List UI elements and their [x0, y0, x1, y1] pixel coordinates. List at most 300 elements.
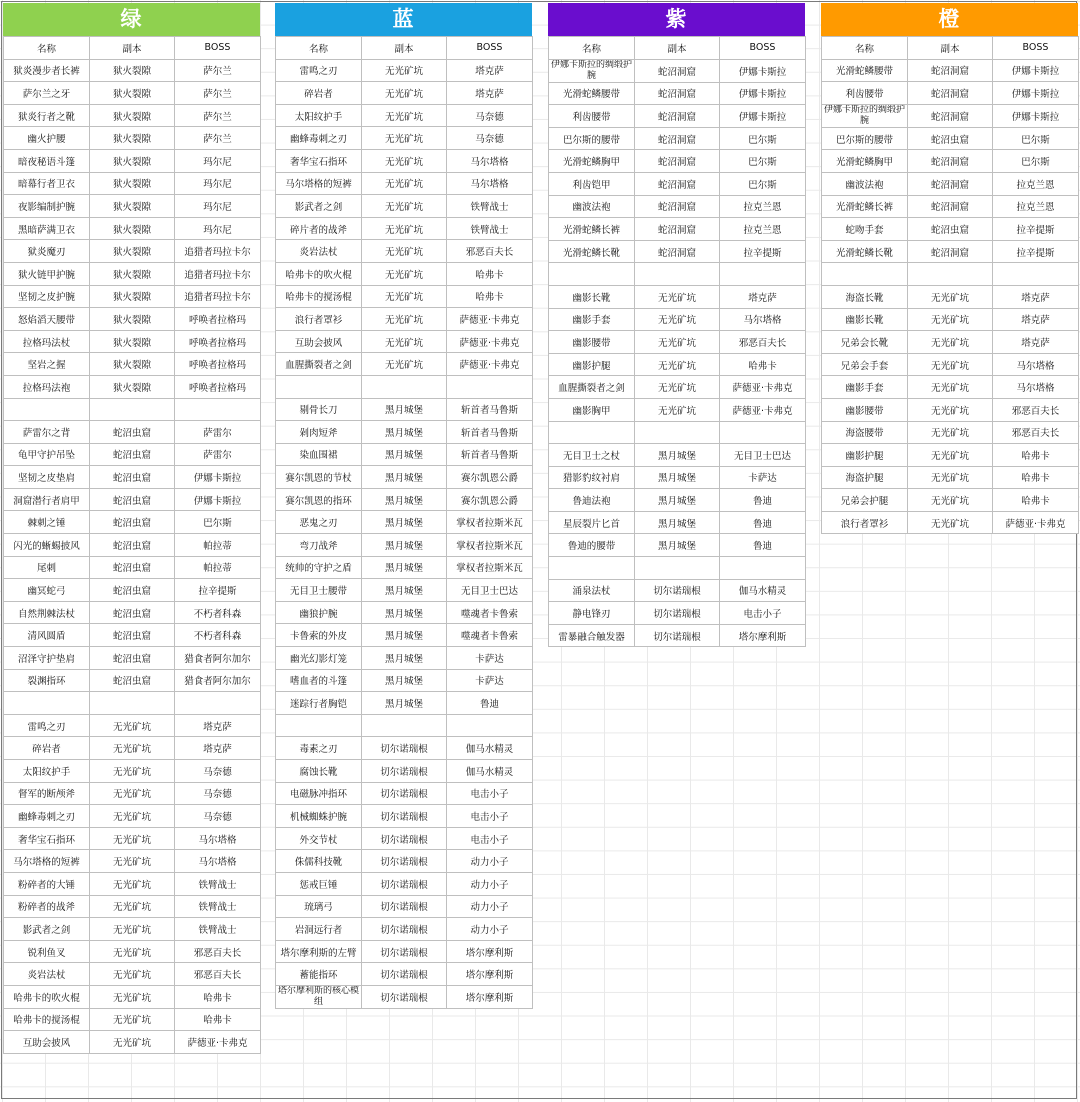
boss-cell: 萨雷尔: [175, 443, 261, 466]
item-name-cell: 剁肉短斧: [276, 421, 362, 444]
table-row: [276, 601, 533, 624]
item-name-cell: 幽影长靴: [549, 285, 635, 308]
dungeon-cell: 无光矿坑: [908, 285, 993, 308]
table-row: [4, 127, 261, 150]
boss-cell: 萨德亚·卡弗克: [720, 376, 806, 399]
boss-cell: 噬魂者卡鲁索: [447, 601, 533, 624]
item-name-cell: 兄弟会长靴: [822, 331, 908, 354]
item-name-cell: 毒素之刃: [276, 737, 362, 760]
boss-cell: 马尔塔格: [720, 308, 806, 331]
table-row: [276, 285, 533, 308]
item-name-cell: 利齿腰带: [822, 82, 908, 105]
item-name-cell: 夜影编制护腕: [4, 195, 90, 218]
item-name-cell: 光滑蛇鳞长裤: [549, 218, 635, 241]
table-row: [276, 963, 533, 986]
dungeon-cell: 无光矿坑: [362, 59, 447, 82]
loot-table-green: [3, 36, 261, 1054]
dungeon-cell: 无光矿坑: [362, 82, 447, 105]
boss-cell: 伊娜卡斯拉: [993, 104, 1079, 127]
item-name-cell: 尾刺: [4, 556, 90, 579]
dungeon-cell: 蛇沼洞窟: [908, 172, 993, 195]
boss-cell: [720, 263, 806, 286]
dungeon-cell: 黑月城堡: [362, 511, 447, 534]
boss-cell: 邪恶百夫长: [447, 240, 533, 263]
boss-cell: 伊娜卡斯拉: [993, 59, 1079, 82]
boss-cell: 电击小子: [720, 602, 806, 625]
item-name-cell: 浪行者罩衫: [276, 308, 362, 331]
item-name-cell: 幽狼护腕: [276, 601, 362, 624]
dungeon-cell: 蛇沼洞窟: [635, 82, 720, 105]
loot-table-blue: [275, 36, 533, 1009]
boss-cell: 哈弗卡: [175, 1008, 261, 1031]
item-name-cell: [4, 692, 90, 715]
table-row: [4, 760, 261, 783]
dungeon-cell: 无光矿坑: [90, 963, 175, 986]
table-row: [549, 127, 806, 150]
table-row: [276, 240, 533, 263]
item-name-cell: 幽影护腿: [549, 353, 635, 376]
dungeon-cell: 无光矿坑: [90, 940, 175, 963]
table-row: [4, 669, 261, 692]
spacer-row: [4, 692, 261, 715]
boss-cell: 呼唤者拉格玛: [175, 375, 261, 398]
item-name-cell: 迷踪行者胸铠: [276, 692, 362, 715]
boss-cell: 拉辛提斯: [720, 240, 806, 263]
dungeon-cell: 切尔诺瑞根: [362, 805, 447, 828]
table-row: [549, 579, 806, 602]
item-name-cell: 浪行者罩衫: [822, 511, 908, 534]
boss-cell: 哈弗卡: [175, 985, 261, 1008]
table-row: [276, 624, 533, 647]
table-row: [822, 331, 1079, 354]
boss-cell: 马尔塔格: [447, 149, 533, 172]
dungeon-cell: 黑月城堡: [362, 647, 447, 670]
column-header-dungeon: 副本: [635, 37, 720, 60]
boss-cell: 巴尔斯: [720, 172, 806, 195]
boss-cell: 马尔塔格: [447, 172, 533, 195]
table-row: [276, 421, 533, 444]
item-name-cell: 狱火链甲护腕: [4, 262, 90, 285]
table-row: [276, 692, 533, 715]
boss-cell: 伊娜卡斯拉: [993, 82, 1079, 105]
dungeon-cell: 无光矿坑: [90, 918, 175, 941]
item-name-cell: [549, 421, 635, 444]
item-name-cell: 光滑蛇鳞长裤: [822, 195, 908, 218]
dungeon-cell: 无光矿坑: [362, 262, 447, 285]
table-row: [4, 737, 261, 760]
table-row: [276, 805, 533, 828]
item-name-cell: 兄弟会手套: [822, 353, 908, 376]
table-row: [276, 127, 533, 150]
item-name-cell: 染血围裙: [276, 443, 362, 466]
item-name-cell: 海盗护腿: [822, 466, 908, 489]
table-row: [822, 59, 1079, 82]
table-row: [549, 398, 806, 421]
table-row: [822, 195, 1079, 218]
table-row: [276, 82, 533, 105]
table-row: [276, 782, 533, 805]
column-header-dungeon: 副本: [908, 37, 993, 60]
item-name-cell: 粉碎者的战斧: [4, 895, 90, 918]
dungeon-cell: 无光矿坑: [908, 511, 993, 534]
boss-cell: 拉克兰恩: [720, 195, 806, 218]
item-name-cell: 惩戒巨锤: [276, 872, 362, 895]
boss-cell: 追猎者玛拉卡尔: [175, 240, 261, 263]
item-name-cell: 侏儒科技靴: [276, 850, 362, 873]
boss-cell: 斩首者马鲁斯: [447, 443, 533, 466]
dungeon-cell: 黑月城堡: [635, 444, 720, 467]
item-name-cell: 锐利鱼叉: [4, 940, 90, 963]
dungeon-cell: 无光矿坑: [362, 330, 447, 353]
dungeon-cell: 无光矿坑: [908, 421, 993, 444]
item-name-cell: 卡鲁索的外皮: [276, 624, 362, 647]
item-name-cell: 拉格玛法杖: [4, 330, 90, 353]
boss-cell: 萨德亚·卡弗克: [720, 398, 806, 421]
item-name-cell: 巴尔斯的腰带: [822, 127, 908, 150]
dungeon-cell: 蛇沼洞窟: [635, 150, 720, 173]
boss-cell: 马奈德: [175, 782, 261, 805]
table-row: [276, 918, 533, 941]
boss-cell: 动力小子: [447, 918, 533, 941]
dungeon-cell: 蛇沼虫窟: [90, 534, 175, 557]
item-name-cell: 幽影手套: [822, 376, 908, 399]
boss-cell: 动力小子: [447, 850, 533, 873]
item-name-cell: 雷暴融合触发器: [549, 624, 635, 647]
table-row: [4, 262, 261, 285]
boss-cell: [175, 692, 261, 715]
item-name-cell: 涌泉法杖: [549, 579, 635, 602]
dungeon-cell: [635, 557, 720, 580]
table-row: [276, 488, 533, 511]
item-name-cell: 剔骨长刀: [276, 398, 362, 421]
item-name-cell: 伊娜卡斯拉的绸缎护腕: [549, 59, 635, 82]
dungeon-cell: 狱火裂隙: [90, 149, 175, 172]
table-row: [549, 240, 806, 263]
boss-cell: 伊娜卡斯拉: [175, 466, 261, 489]
dungeon-cell: 黑月城堡: [635, 466, 720, 489]
boss-cell: 塔克萨: [993, 308, 1079, 331]
table-row: [4, 308, 261, 331]
boss-cell: [720, 421, 806, 444]
table-row: [4, 285, 261, 308]
table-row: [822, 104, 1079, 127]
boss-cell: 拉辛提斯: [993, 240, 1079, 263]
column-header-name: 名称: [276, 37, 362, 60]
item-name-cell: 幽波法袍: [549, 195, 635, 218]
table-row: [822, 172, 1079, 195]
table-row: [4, 850, 261, 873]
item-name-cell: 琉璃弓: [276, 895, 362, 918]
boss-cell: 伽马水精灵: [447, 760, 533, 783]
item-name-cell: 黑暗萨满卫衣: [4, 217, 90, 240]
dungeon-cell: [635, 421, 720, 444]
item-name-cell: 裂渊指环: [4, 669, 90, 692]
boss-cell: 拉辛提斯: [993, 218, 1079, 241]
header-row: [549, 37, 806, 60]
table-row: [4, 375, 261, 398]
item-name-cell: 光滑蛇鳞胸甲: [549, 150, 635, 173]
item-name-cell: 岩洞远行者: [276, 918, 362, 941]
item-name-cell: 海盗长靴: [822, 285, 908, 308]
boss-cell: 无目卫士巴达: [447, 579, 533, 602]
table-row: [822, 218, 1079, 241]
dungeon-cell: 黑月城堡: [362, 534, 447, 557]
boss-cell: 猎食者阿尔加尔: [175, 647, 261, 670]
boss-cell: 电击小子: [447, 827, 533, 850]
dungeon-cell: 蛇沼洞窟: [908, 104, 993, 127]
table-row: [549, 489, 806, 512]
boss-cell: 马奈德: [175, 760, 261, 783]
item-name-cell: 哈弗卡的搅汤棍: [276, 285, 362, 308]
item-name-cell: 幽影护腿: [822, 444, 908, 467]
dungeon-cell: 蛇沼洞窟: [635, 172, 720, 195]
table-row: [822, 308, 1079, 331]
item-name-cell: 幽影胸甲: [549, 398, 635, 421]
dungeon-cell: 狱火裂隙: [90, 195, 175, 218]
group-header-orange: 橙: [821, 3, 1078, 36]
dungeon-cell: 无光矿坑: [908, 331, 993, 354]
dungeon-cell: 黑月城堡: [362, 556, 447, 579]
dungeon-cell: 无光矿坑: [908, 308, 993, 331]
boss-cell: 马尔塔格: [993, 376, 1079, 399]
table-row: [4, 466, 261, 489]
boss-cell: 玛尔尼: [175, 195, 261, 218]
boss-cell: 塔克萨: [447, 82, 533, 105]
dungeon-cell: 蛇沼虫窟: [908, 127, 993, 150]
dungeon-cell: 无光矿坑: [90, 760, 175, 783]
table-row: [822, 398, 1079, 421]
item-name-cell: 无目卫士腰带: [276, 579, 362, 602]
dungeon-cell: 狱火裂隙: [90, 217, 175, 240]
item-name-cell: 太阳纹护手: [276, 104, 362, 127]
boss-cell: 斩首者马鲁斯: [447, 421, 533, 444]
table-row: [276, 556, 533, 579]
item-name-cell: 利齿铠甲: [549, 172, 635, 195]
dungeon-cell: 无光矿坑: [908, 489, 993, 512]
group-header-blue: 蓝: [275, 3, 532, 36]
spacer-row: [276, 375, 533, 398]
boss-cell: 呼唤者拉格玛: [175, 308, 261, 331]
table-row: [276, 534, 533, 557]
boss-cell: 邪恶百夫长: [175, 940, 261, 963]
table-row: [4, 82, 261, 105]
rarity-group-blue: [275, 3, 532, 1009]
dungeon-cell: 无光矿坑: [362, 217, 447, 240]
item-name-cell: 幽影腰带: [822, 398, 908, 421]
boss-cell: 掌权者拉斯米瓦: [447, 511, 533, 534]
boss-cell: 卡萨达: [720, 466, 806, 489]
table-row: [549, 59, 806, 82]
boss-cell: 萨德亚·卡弗克: [447, 353, 533, 376]
table-row: [549, 466, 806, 489]
item-name-cell: 利齿腰带: [549, 105, 635, 128]
item-name-cell: 幽波法袍: [822, 172, 908, 195]
item-name-cell: 幽光幻影灯笼: [276, 647, 362, 670]
dungeon-cell: 黑月城堡: [362, 466, 447, 489]
table-row: [4, 827, 261, 850]
table-row: [4, 918, 261, 941]
item-name-cell: 坚岩之握: [4, 353, 90, 376]
boss-cell: 塔克萨: [447, 59, 533, 82]
dungeon-cell: 蛇沼洞窟: [635, 218, 720, 241]
table-row: [276, 647, 533, 670]
dungeon-cell: [362, 714, 447, 737]
dungeon-cell: 切尔诺瑞根: [362, 872, 447, 895]
dungeon-cell: 切尔诺瑞根: [362, 737, 447, 760]
dungeon-cell: 切尔诺瑞根: [362, 850, 447, 873]
table-row: [4, 217, 261, 240]
boss-cell: 玛尔尼: [175, 217, 261, 240]
item-name-cell: 洞窟潜行者肩甲: [4, 488, 90, 511]
dungeon-cell: 无光矿坑: [90, 895, 175, 918]
boss-cell: 萨尔兰: [175, 82, 261, 105]
item-name-cell: 碎片者的战斧: [276, 217, 362, 240]
boss-cell: 哈弗卡: [447, 285, 533, 308]
item-name-cell: 坚韧之皮垫肩: [4, 466, 90, 489]
item-name-cell: 清风圆盾: [4, 624, 90, 647]
boss-cell: 拉辛提斯: [175, 579, 261, 602]
item-name-cell: 幽影手套: [549, 308, 635, 331]
boss-cell: 萨德亚·卡弗克: [447, 330, 533, 353]
item-name-cell: 光滑蛇鳞腰带: [549, 82, 635, 105]
boss-cell: 哈弗卡: [720, 353, 806, 376]
boss-cell: 噬魂者卡鲁索: [447, 624, 533, 647]
boss-cell: 哈弗卡: [993, 444, 1079, 467]
dungeon-cell: 无光矿坑: [90, 714, 175, 737]
spacer-row: [549, 421, 806, 444]
boss-cell: 不朽者科森: [175, 601, 261, 624]
header-row: [822, 37, 1079, 60]
dungeon-cell: 黑月城堡: [635, 534, 720, 557]
dungeon-cell: 切尔诺瑞根: [362, 782, 447, 805]
table-row: [4, 1031, 261, 1054]
dungeon-cell: 黑月城堡: [362, 443, 447, 466]
table-row: [822, 240, 1079, 263]
item-name-cell: 鲁迪的腰带: [549, 534, 635, 557]
boss-cell: 鲁迪: [720, 511, 806, 534]
boss-cell: 马奈德: [175, 805, 261, 828]
boss-cell: 塔尔摩利斯: [720, 624, 806, 647]
table-row: [549, 150, 806, 173]
column-header-boss: BOSS: [720, 37, 806, 60]
item-name-cell: 幽蜂毒刺之刃: [4, 805, 90, 828]
dungeon-cell: 切尔诺瑞根: [362, 985, 447, 1008]
dungeon-cell: 黑月城堡: [362, 488, 447, 511]
item-name-cell: 蛇吻手套: [822, 218, 908, 241]
dungeon-cell: 蛇沼洞窟: [635, 59, 720, 82]
item-name-cell: 督军的断颅斧: [4, 782, 90, 805]
table-row: [822, 285, 1079, 308]
table-row: [4, 172, 261, 195]
dungeon-cell: 无光矿坑: [635, 376, 720, 399]
item-name-cell: 暗夜秘语斗篷: [4, 149, 90, 172]
dungeon-cell: 无光矿坑: [362, 195, 447, 218]
table-row: [276, 149, 533, 172]
dungeon-cell: 蛇沼虫窟: [90, 647, 175, 670]
item-name-cell: 影武者之剑: [4, 918, 90, 941]
item-name-cell: 暗幕行者卫衣: [4, 172, 90, 195]
table-row: [4, 624, 261, 647]
dungeon-cell: 蛇沼洞窟: [908, 82, 993, 105]
table-row: [4, 601, 261, 624]
boss-cell: 赛尔凯恩公爵: [447, 466, 533, 489]
table-row: [822, 127, 1079, 150]
item-name-cell: 光滑蛇鳞胸甲: [822, 150, 908, 173]
dungeon-cell: 切尔诺瑞根: [635, 579, 720, 602]
boss-cell: 拉克兰恩: [720, 218, 806, 241]
table-row: [822, 444, 1079, 467]
table-row: [4, 714, 261, 737]
dungeon-cell: 黑月城堡: [362, 421, 447, 444]
table-row: [822, 150, 1079, 173]
item-name-cell: 萨雷尔之背: [4, 421, 90, 444]
spacer-row: [276, 714, 533, 737]
boss-cell: 卡萨达: [447, 669, 533, 692]
boss-cell: 鲁迪: [720, 534, 806, 557]
dungeon-cell: 无光矿坑: [90, 805, 175, 828]
item-name-cell: 幽火护腰: [4, 127, 90, 150]
boss-cell: 萨德亚·卡弗克: [447, 308, 533, 331]
item-name-cell: 奢华宝石指环: [4, 827, 90, 850]
boss-cell: 电击小子: [447, 782, 533, 805]
item-name-cell: 外交节杖: [276, 827, 362, 850]
item-name-cell: 无目卫士之杖: [549, 444, 635, 467]
item-name-cell: 龟甲守护吊坠: [4, 443, 90, 466]
table-row: [4, 895, 261, 918]
dungeon-cell: 黑月城堡: [635, 511, 720, 534]
boss-cell: 动力小子: [447, 872, 533, 895]
item-name-cell: 自然荆棘法杖: [4, 601, 90, 624]
header-row: [276, 37, 533, 60]
item-name-cell: 鲁迪法袍: [549, 489, 635, 512]
boss-cell: 巴尔斯: [993, 150, 1079, 173]
boss-cell: 巴尔斯: [720, 127, 806, 150]
table-row: [549, 105, 806, 128]
dungeon-cell: 蛇沼虫窟: [90, 443, 175, 466]
table-row: [4, 647, 261, 670]
table-row: [4, 872, 261, 895]
boss-cell: 塔尔摩利斯: [447, 963, 533, 986]
item-name-cell: 静电锋刃: [549, 602, 635, 625]
table-row: [276, 737, 533, 760]
dungeon-cell: 黑月城堡: [362, 398, 447, 421]
dungeon-cell: 切尔诺瑞根: [362, 940, 447, 963]
dungeon-cell: 狱火裂隙: [90, 59, 175, 82]
dungeon-cell: 无光矿坑: [362, 127, 447, 150]
table-row: [549, 353, 806, 376]
item-name-cell: 腐蚀长靴: [276, 760, 362, 783]
dungeon-cell: 蛇沼洞窟: [908, 240, 993, 263]
item-name-cell: 猎影豹纹衬肩: [549, 466, 635, 489]
table-row: [276, 466, 533, 489]
item-name-cell: 幽影长靴: [822, 308, 908, 331]
item-name-cell: 蓄能指环: [276, 963, 362, 986]
table-row: [4, 556, 261, 579]
item-name-cell: [549, 557, 635, 580]
item-name-cell: 坚韧之皮护腕: [4, 285, 90, 308]
boss-cell: 拉克兰恩: [993, 172, 1079, 195]
table-row: [4, 963, 261, 986]
table-row: [822, 353, 1079, 376]
dungeon-cell: 无光矿坑: [90, 1031, 175, 1054]
column-header-boss: BOSS: [447, 37, 533, 60]
dungeon-cell: 无光矿坑: [635, 308, 720, 331]
boss-cell: 巴尔斯: [993, 127, 1079, 150]
dungeon-cell: 无光矿坑: [90, 872, 175, 895]
boss-cell: 追猎者玛拉卡尔: [175, 285, 261, 308]
table-row: [4, 985, 261, 1008]
spacer-row: [549, 263, 806, 286]
